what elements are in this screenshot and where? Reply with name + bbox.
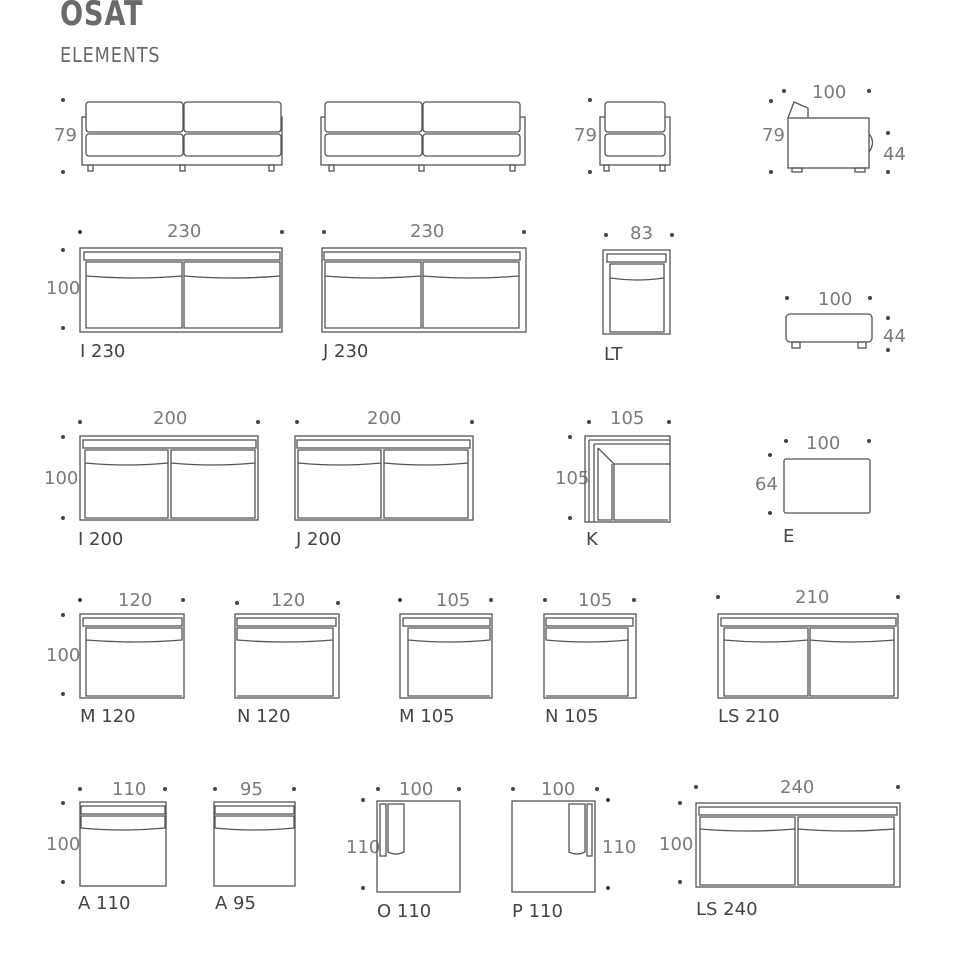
a95-code: A 95: [215, 893, 256, 914]
module-p110: [511, 779, 636, 922]
e-width-label: 100: [806, 433, 841, 454]
page-subtitle: ELEMENTS: [60, 43, 161, 67]
o110-depth-label: 110: [346, 837, 381, 858]
module-j200: [295, 408, 474, 550]
module-a95: [213, 779, 296, 914]
module-m105: [398, 590, 493, 727]
m120-width-label: 120: [118, 590, 153, 611]
i230-width-label: 230: [167, 221, 202, 242]
module-e-table: [755, 433, 871, 547]
m105-code: M 105: [399, 706, 455, 727]
n120-code: N 120: [237, 706, 291, 727]
i200-depth-label: 100: [44, 468, 79, 489]
ls210-width-label: 210: [795, 587, 830, 608]
n105-code: N 105: [545, 706, 599, 727]
a110-code: A 110: [78, 893, 131, 914]
i230-depth-label: 100: [46, 278, 81, 299]
row5-depth-label: 100: [46, 834, 81, 855]
pouf-height-label: 44: [883, 326, 906, 347]
ls240-depth-label: 100: [659, 834, 694, 855]
a110-width-label: 110: [112, 779, 147, 800]
module-ls210: [716, 587, 900, 727]
k-code: K: [586, 529, 598, 550]
ls210-code: LS 210: [718, 706, 780, 727]
a95-width-label: 95: [240, 779, 263, 800]
j200-code: J 200: [296, 529, 342, 550]
ls240-width-label: 240: [780, 777, 815, 798]
side-seat-height-label: 44: [883, 144, 906, 165]
module-i200: [44, 408, 260, 550]
module-lt: [603, 223, 674, 365]
i230-code: I 230: [80, 341, 126, 362]
module-a110: [46, 779, 167, 914]
p110-depth-label: 110: [602, 837, 637, 858]
row4-depth-label: 100: [46, 645, 81, 666]
sofa-front-2: [321, 102, 525, 171]
module-ls240: [659, 777, 900, 920]
m105-width-label: 105: [436, 590, 471, 611]
sofa-front-1: [54, 98, 282, 174]
module-n105: [543, 590, 636, 727]
module-k-corner: [555, 408, 671, 550]
armchair-front: [574, 98, 670, 174]
module-n120: [235, 590, 340, 727]
n105-width-label: 105: [578, 590, 613, 611]
lt-code: LT: [604, 344, 623, 365]
k-width-label: 105: [610, 408, 645, 429]
j200-width-label: 200: [367, 408, 402, 429]
e-code: E: [783, 526, 795, 547]
module-j230: [322, 221, 526, 362]
module-o110: [346, 779, 461, 922]
j230-code: J 230: [323, 341, 369, 362]
side-height-label: 79: [762, 125, 785, 146]
o110-code: O 110: [377, 901, 432, 922]
ls240-code: LS 240: [696, 899, 758, 920]
i200-width-label: 200: [153, 408, 188, 429]
n120-width-label: 120: [271, 590, 306, 611]
armchair-height-label: 79: [574, 125, 597, 146]
p110-code: P 110: [512, 901, 563, 922]
module-m120: [46, 590, 185, 727]
page-title: OSAT: [60, 0, 144, 34]
side-depth-label: 100: [812, 82, 847, 103]
i200-code: I 200: [78, 529, 124, 550]
p110-width-label: 100: [541, 779, 576, 800]
pouf-width-label: 100: [818, 289, 853, 310]
pouf-side: [785, 289, 906, 352]
k-depth-label: 105: [555, 468, 590, 489]
o110-width-label: 100: [399, 779, 434, 800]
m120-code: M 120: [80, 706, 136, 727]
module-i230: [46, 221, 284, 362]
sofa-height-label: 79: [54, 125, 77, 146]
e-depth-label: 64: [755, 474, 778, 495]
sofa-side-view: [762, 82, 906, 174]
j230-width-label: 230: [410, 221, 445, 242]
lt-width-label: 83: [630, 223, 653, 244]
